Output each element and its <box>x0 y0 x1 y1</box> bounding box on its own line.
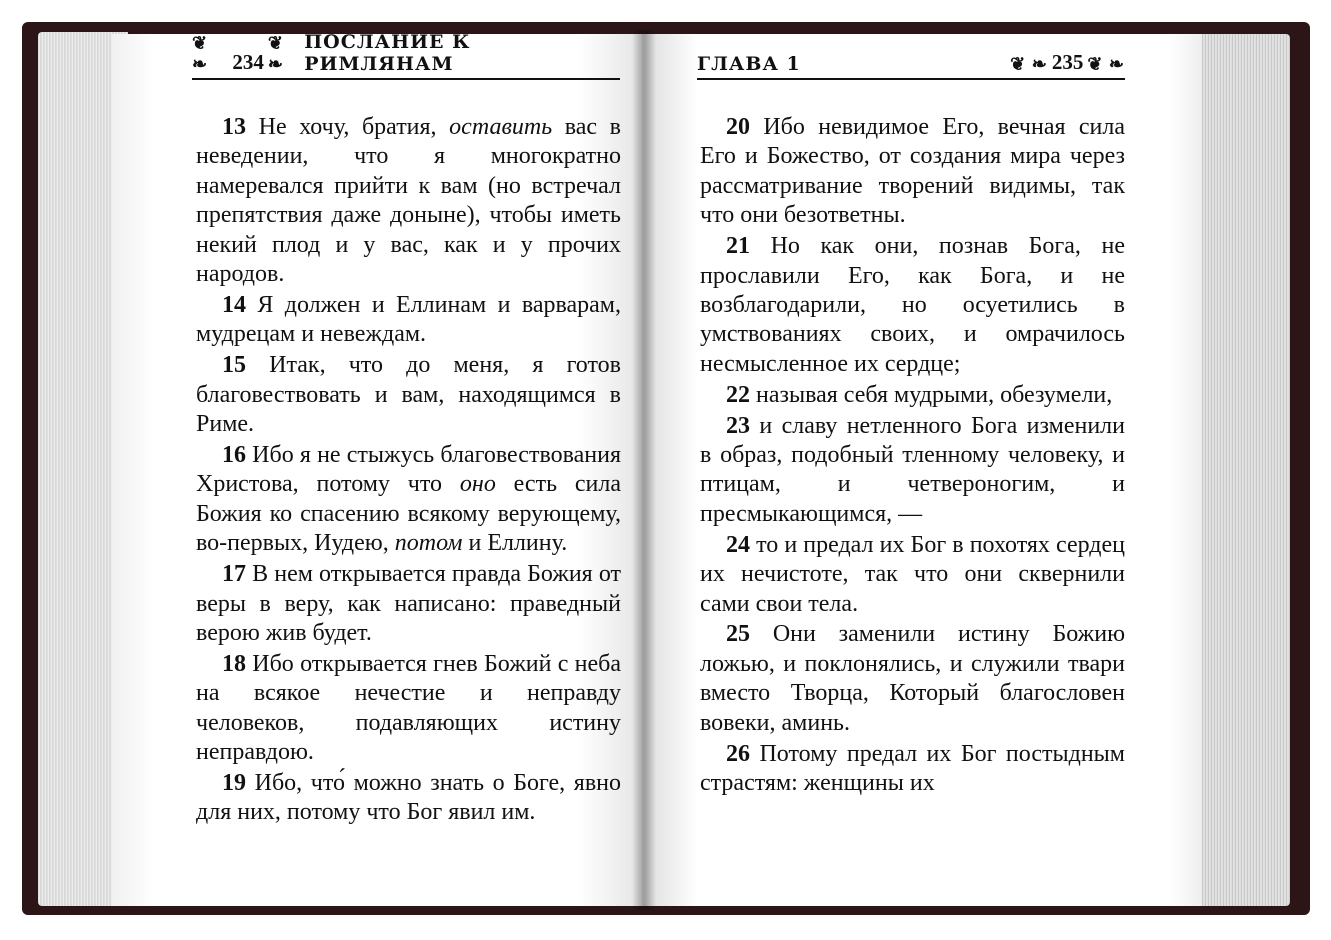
verse-text-italic: потом <box>394 530 463 557</box>
verse-number: 18 <box>222 650 246 677</box>
verse-number: 20 <box>726 114 750 140</box>
verse-number: 26 <box>726 740 750 767</box>
left-running-title: ПОСЛАНИЕ К РИМЛЯНАМ <box>304 31 471 75</box>
left-page-number: 234 <box>232 50 264 74</box>
verse-text: Я должен и Еллинам и варварам, мудрецам и невеждам. <box>196 291 621 348</box>
verse <box>196 560 621 648</box>
verse-number: 24 <box>726 531 750 558</box>
verse-text: В нем открывается правда Божия от веры в веру, как написано: праведный верою жив будет. <box>196 561 621 646</box>
verse-text-italic: оставить <box>449 114 553 140</box>
verse-number: 22 <box>726 381 750 408</box>
verse-number: 19 <box>222 769 246 796</box>
verse-number: 16 <box>222 441 246 468</box>
right-page-header <box>697 44 1125 80</box>
ornament-icon: ❦ ❧ <box>1010 54 1048 74</box>
verse-text: Ибо я не стыжусь благовествования Христова, потому что <box>196 441 622 498</box>
verse <box>700 113 1125 231</box>
verse-number: 13 <box>222 114 246 140</box>
verse <box>196 351 621 439</box>
verse-text: называя себя мудрыми, обезумели, <box>756 381 1113 408</box>
verse <box>196 441 621 559</box>
verse-number: 15 <box>222 352 246 379</box>
verse-text: Потому предал их Бог постыдным страстям: женщины их <box>700 740 1125 796</box>
verse <box>196 113 621 289</box>
verse <box>196 650 621 768</box>
verse <box>700 740 1125 799</box>
left-page-header <box>192 31 620 80</box>
ornament-icon: ❦ ❧ <box>192 33 209 74</box>
verse-text-italic: оно <box>459 471 496 498</box>
verse <box>700 412 1125 530</box>
verse-text: и славу нетленного Бога изменили в образ, подобный тленному человеку, и птицам, и четвероногим, и пресмыкающимся, — <box>700 412 1125 527</box>
verse-text: Не хочу, братия, <box>258 114 450 140</box>
verse-text: Ибо, что́ можно знать о Боге, явно для них, потому что Бог явил им. <box>196 769 622 826</box>
verse-number: 17 <box>222 561 246 588</box>
ornament-icon: ❦ ❧ <box>267 33 284 74</box>
verse-text: то и предал их Бог в похотях сердец их нечистоте, так что они сквернили сами свои тела. <box>700 531 1125 617</box>
verse-number: 14 <box>222 291 246 318</box>
verse <box>700 381 1125 410</box>
verse-number: 21 <box>726 233 750 260</box>
verse-text: и Еллину. <box>462 530 568 557</box>
right-page-number: 235 <box>1051 50 1084 74</box>
ornament-icon: ❦ ❧ <box>1087 54 1125 74</box>
right-running-title: ГЛАВА 1 <box>697 53 801 75</box>
right-page-number-group <box>1010 50 1125 78</box>
verse-text: вас в неведении, что я многократно намеревался прийти к вам (но встречал препятствия даже доныне), чтобы иметь некий плод и у вас, как и у прочих народов. <box>196 114 621 288</box>
left-page-number-group <box>192 33 304 78</box>
verse-text: Ибо невидимое Его, вечная сила Его и Божество, от создания мира через рассматривание творений видимы, так что они безответны. <box>700 114 1125 229</box>
verse <box>700 531 1125 619</box>
verse <box>700 232 1125 379</box>
verse-text: Но как они, познав Бога, не прославили Его, как Бога, и не возблагодарили, но осуетились в умствованиях своих, и омрачилось несмысленное их сердце; <box>700 233 1125 377</box>
verse-number: 23 <box>726 412 750 439</box>
right-page-text <box>700 113 1125 800</box>
verse-text: Ибо открывается гнев Божий с неба на всякое нечестие и неправду человеков, подавляющих истину неправдою. <box>196 650 621 766</box>
verse-text: Они заменили истину Божию ложью, и поклонялись, и служили твари вместо Творца, Который благословен вовеки, аминь. <box>700 621 1125 736</box>
right-page-edges <box>1190 34 1290 906</box>
verse <box>700 620 1125 738</box>
verse <box>196 291 621 350</box>
left-page-text <box>196 113 621 829</box>
verse <box>196 769 621 828</box>
verse-number: 25 <box>726 621 750 648</box>
book-gutter-shadow <box>632 30 656 910</box>
verse-text: Итак, что до меня, я готов благовествовать и вам, находящимся в Риме. <box>196 352 621 438</box>
verse-text: есть сила Божия ко спасению всякому верующему, во-первых, Иудею, <box>196 471 622 557</box>
